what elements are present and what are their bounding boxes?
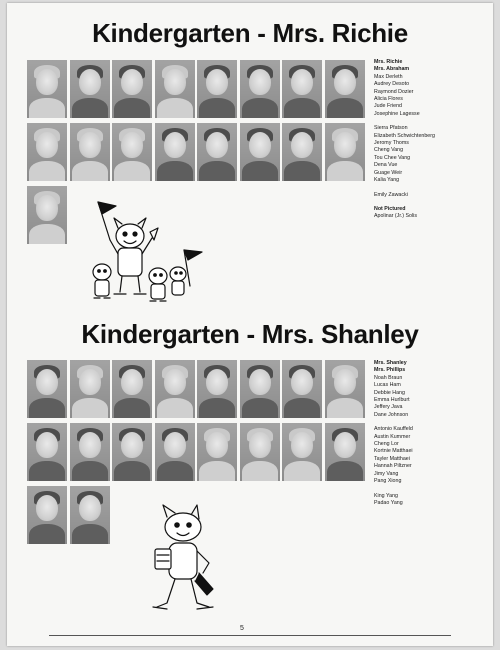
student-name: Audrey Desoto xyxy=(374,81,410,88)
student-name: Alicia Flores xyxy=(374,96,403,103)
teacher-name: Mrs. Richie xyxy=(374,59,403,65)
section-title-richie: Kindergarten - Mrs. Richie xyxy=(92,18,408,48)
student-portrait xyxy=(240,423,280,481)
student-name: Jimy Vang xyxy=(374,470,399,477)
student-portrait xyxy=(70,123,110,181)
mascot-walking-illustration xyxy=(147,503,219,621)
student-portrait xyxy=(27,486,67,544)
student-name: Emma Hurlburt xyxy=(374,397,410,404)
student-portrait xyxy=(70,60,110,118)
student-name: Elizabeth Schwichtenberg xyxy=(374,132,435,139)
name-list-shanley xyxy=(374,360,413,507)
student-name: Hannah Piltzner xyxy=(374,463,412,470)
student-name: Raymond Dozier xyxy=(374,88,414,95)
student-portrait xyxy=(112,423,152,481)
student-name: Apolinar (Jr.) Solis xyxy=(374,213,417,220)
student-portrait xyxy=(112,360,152,418)
student-portrait xyxy=(197,123,237,181)
student-portrait xyxy=(155,423,195,481)
teacher-name: Mrs. Shanley xyxy=(374,360,407,366)
student-portrait xyxy=(27,360,67,418)
student-name: Kortnie Matthaei xyxy=(374,448,413,455)
student-portrait xyxy=(325,60,365,118)
student-name: Dena Vue xyxy=(374,162,398,169)
student-portrait xyxy=(240,360,280,418)
student-name: Max Derleth xyxy=(374,73,403,80)
student-name: Cheng Vang xyxy=(374,147,404,154)
student-portrait xyxy=(155,360,195,418)
student-portrait xyxy=(112,123,152,181)
student-portrait xyxy=(282,360,322,418)
name-list-richie xyxy=(374,59,435,221)
student-portrait xyxy=(325,423,365,481)
student-name: Debbie Hang xyxy=(374,389,405,396)
student-name: Kalia Yang xyxy=(374,177,400,184)
student-name: Tou Chee Vang xyxy=(374,154,411,161)
student-name: Jeffery Java xyxy=(374,404,403,411)
student-name: Cheng Lor xyxy=(374,441,399,448)
student-name: King Yang xyxy=(374,492,398,499)
student-portrait xyxy=(27,186,67,244)
student-name: Lucas Ham xyxy=(374,382,401,389)
page-number: 5 xyxy=(240,625,244,632)
student-portrait xyxy=(27,423,67,481)
student-portrait xyxy=(197,360,237,418)
student-name: Padao Yang xyxy=(374,499,403,506)
yearbook-page xyxy=(7,3,493,646)
student-portrait xyxy=(197,60,237,118)
student-name: Austin Kummer xyxy=(374,433,411,440)
student-name: Sierra Pfatson xyxy=(374,125,408,132)
student-portrait xyxy=(27,60,67,118)
student-name: Guage Weir xyxy=(374,169,403,176)
student-portrait xyxy=(70,486,110,544)
student-portrait xyxy=(282,123,322,181)
student-portrait xyxy=(112,60,152,118)
student-name: Dane Johnson xyxy=(374,411,409,418)
student-portrait xyxy=(282,423,322,481)
student-name: Tayler Matthaei xyxy=(374,455,410,462)
student-portrait xyxy=(27,123,67,181)
student-portrait xyxy=(282,60,322,118)
section-title-shanley: Kindergarten - Mrs. Shanley xyxy=(81,319,419,349)
student-portrait xyxy=(70,360,110,418)
student-portrait xyxy=(155,123,195,181)
mascot-parade-illustration xyxy=(80,200,216,312)
student-portrait xyxy=(70,423,110,481)
student-name: Noah Braun xyxy=(374,374,403,381)
student-portrait xyxy=(325,123,365,181)
teacher-name: Mrs. Abraham xyxy=(374,66,410,73)
student-portrait xyxy=(197,423,237,481)
student-portrait xyxy=(240,123,280,181)
student-portrait xyxy=(325,360,365,418)
student-portrait xyxy=(155,60,195,118)
not-pictured-label: Not Pictured xyxy=(374,205,406,212)
student-name: Jude Friend xyxy=(374,103,402,110)
teacher-name: Mrs. Phillips xyxy=(374,367,406,374)
student-name: Jeromy Thoms xyxy=(374,140,409,147)
student-portrait xyxy=(240,60,280,118)
student-name: Pang Xiong xyxy=(374,478,402,485)
student-name: Antonio Kauffeld xyxy=(374,426,413,433)
student-name: Emily Zawacki xyxy=(374,191,408,198)
footer-rule xyxy=(49,635,451,636)
student-name: Josephine Lagesse xyxy=(374,110,420,117)
